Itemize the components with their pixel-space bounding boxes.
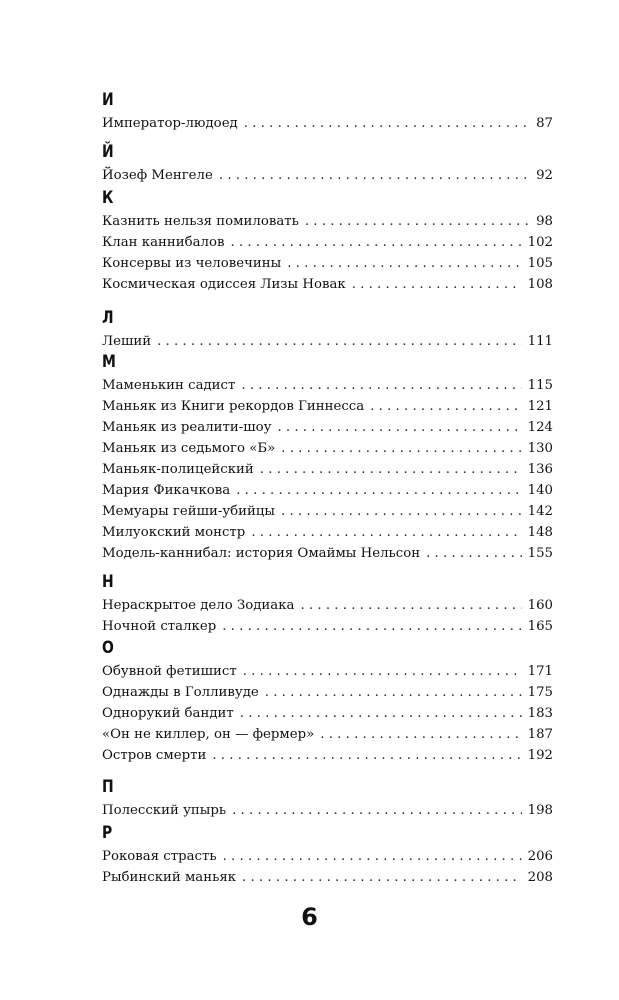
entry-page-number: 111 bbox=[527, 334, 553, 349]
dot-leader bbox=[251, 523, 521, 543]
entry-title: Консервы из человечины bbox=[102, 256, 282, 271]
toc-entry[interactable] bbox=[102, 746, 553, 766]
entry-page-number: 142 bbox=[527, 504, 553, 519]
toc-entry[interactable] bbox=[102, 418, 553, 438]
entry-title: Космическая одиссея Лизы Новак bbox=[102, 277, 346, 292]
dot-leader bbox=[242, 868, 522, 888]
entry-page-number: 208 bbox=[527, 870, 553, 885]
toc-entry[interactable] bbox=[102, 662, 553, 682]
dot-leader bbox=[265, 683, 522, 703]
toc-entry[interactable] bbox=[102, 617, 553, 637]
entry-page-number: 171 bbox=[527, 664, 553, 679]
dot-leader bbox=[230, 233, 521, 253]
toc-entry[interactable] bbox=[102, 523, 553, 543]
entry-page-number: 92 bbox=[536, 168, 553, 183]
entry-page-number: 98 bbox=[536, 214, 553, 229]
page-number: 6 bbox=[301, 903, 318, 931]
dot-leader bbox=[260, 460, 522, 480]
entry-page-number: 87 bbox=[536, 116, 553, 131]
toc-entry[interactable] bbox=[102, 544, 553, 564]
entry-page-number: 124 bbox=[527, 420, 553, 435]
dot-leader bbox=[287, 254, 521, 274]
dot-leader bbox=[370, 397, 521, 417]
entry-page-number: 136 bbox=[527, 462, 553, 477]
entry-page-number: 175 bbox=[527, 685, 553, 700]
entry-title: Обувной фетишист bbox=[102, 664, 237, 679]
dot-leader bbox=[281, 502, 522, 522]
dot-leader bbox=[426, 544, 522, 564]
entry-page-number: 102 bbox=[527, 235, 553, 250]
entry-page-number: 140 bbox=[527, 483, 553, 498]
dot-leader bbox=[243, 662, 522, 682]
dot-leader bbox=[244, 114, 530, 134]
dot-leader bbox=[320, 725, 521, 745]
section-letter: П bbox=[102, 777, 114, 797]
entry-title: Модель-каннибал: история Омаймы Нельсон bbox=[102, 546, 421, 561]
entry-title: Однажды в Голливуде bbox=[102, 685, 259, 700]
entry-page-number: 105 bbox=[527, 256, 553, 271]
section-letter: Л bbox=[102, 308, 114, 328]
dot-leader bbox=[241, 376, 521, 396]
entry-page-number: 148 bbox=[527, 525, 553, 540]
entry-page-number: 165 bbox=[527, 619, 553, 634]
entry-title: Мария Фикачкова bbox=[102, 483, 231, 498]
section-letter: Й bbox=[102, 142, 114, 162]
entry-title: Ночной сталкер bbox=[102, 619, 217, 634]
toc-entry[interactable] bbox=[102, 254, 553, 274]
dot-leader bbox=[305, 212, 530, 232]
toc-entry[interactable] bbox=[102, 502, 553, 522]
dot-leader bbox=[240, 704, 522, 724]
section-letter: И bbox=[102, 90, 114, 110]
entry-title: Клан каннибалов bbox=[102, 235, 225, 250]
entry-page-number: 108 bbox=[527, 277, 553, 292]
entry-page-number: 192 bbox=[527, 748, 553, 763]
entry-title: Маменькин садист bbox=[102, 378, 236, 393]
dot-leader bbox=[281, 439, 521, 459]
entry-title: Маньяк-полицейский bbox=[102, 462, 254, 477]
dot-leader bbox=[222, 617, 521, 637]
toc-entry[interactable] bbox=[102, 683, 553, 703]
toc-entry[interactable] bbox=[102, 376, 553, 396]
toc-entry[interactable] bbox=[102, 397, 553, 417]
toc-entry[interactable] bbox=[102, 212, 553, 232]
section-letter: Н bbox=[102, 572, 114, 592]
toc-entry[interactable] bbox=[102, 332, 553, 352]
dot-leader bbox=[223, 847, 522, 867]
toc-entry[interactable] bbox=[102, 460, 553, 480]
entry-page-number: 198 bbox=[527, 803, 553, 818]
toc-entry[interactable] bbox=[102, 704, 553, 724]
toc-entry[interactable] bbox=[102, 481, 553, 501]
dot-leader bbox=[157, 332, 522, 352]
entry-page-number: 187 bbox=[527, 727, 553, 742]
entry-title: Рыбинский маньяк bbox=[102, 870, 237, 885]
entry-page-number: 121 bbox=[527, 399, 553, 414]
toc-entry[interactable] bbox=[102, 439, 553, 459]
dot-leader bbox=[352, 275, 522, 295]
entry-title: Роковая страсть bbox=[102, 849, 217, 864]
entry-title: Маньяк из реалити-шоу bbox=[102, 420, 272, 435]
section-letter: М bbox=[102, 352, 116, 372]
toc-entry[interactable] bbox=[102, 868, 553, 888]
entry-title: Маньяк из Книги рекордов Гиннесса bbox=[102, 399, 365, 414]
dot-leader bbox=[277, 418, 521, 438]
toc-entry[interactable] bbox=[102, 114, 553, 134]
entry-title: Йозеф Менгеле bbox=[102, 168, 213, 183]
entry-title: Казнить нельзя помиловать bbox=[102, 214, 299, 229]
entry-page-number: 130 bbox=[527, 441, 553, 456]
toc-entry[interactable] bbox=[102, 166, 553, 186]
entry-title: Милуокский монстр bbox=[102, 525, 246, 540]
toc-entry[interactable] bbox=[102, 275, 553, 295]
toc-entry[interactable] bbox=[102, 596, 553, 616]
dot-leader bbox=[212, 746, 521, 766]
dot-leader bbox=[232, 801, 522, 821]
section-letter: Р bbox=[102, 823, 113, 843]
entry-title: Мемуары гейши-убийцы bbox=[102, 504, 276, 519]
toc-entry[interactable] bbox=[102, 725, 553, 745]
entry-page-number: 206 bbox=[527, 849, 553, 864]
section-letter: О bbox=[102, 638, 114, 658]
dot-leader bbox=[300, 596, 521, 616]
section-letter: К bbox=[102, 188, 114, 208]
toc-entry[interactable] bbox=[102, 233, 553, 253]
entry-page-number: 160 bbox=[527, 598, 553, 613]
entry-title: Полесский упырь bbox=[102, 803, 227, 818]
toc-entry[interactable] bbox=[102, 801, 553, 821]
entry-title: Маньяк из седьмого «Б» bbox=[102, 441, 276, 456]
entry-page-number: 115 bbox=[527, 378, 553, 393]
entry-title: Леший bbox=[102, 334, 152, 349]
dot-leader bbox=[219, 166, 530, 186]
entry-title: «Он не киллер, он — фермер» bbox=[102, 727, 315, 742]
dot-leader bbox=[236, 481, 521, 501]
entry-page-number: 155 bbox=[527, 546, 553, 561]
entry-title: Остров смерти bbox=[102, 748, 207, 763]
entry-title: Однорукий бандит bbox=[102, 706, 234, 721]
toc-entry[interactable] bbox=[102, 847, 553, 867]
entry-page-number: 183 bbox=[527, 706, 553, 721]
entry-title: Нераскрытое дело Зодиака bbox=[102, 598, 295, 613]
entry-title: Император-людоед bbox=[102, 116, 238, 131]
